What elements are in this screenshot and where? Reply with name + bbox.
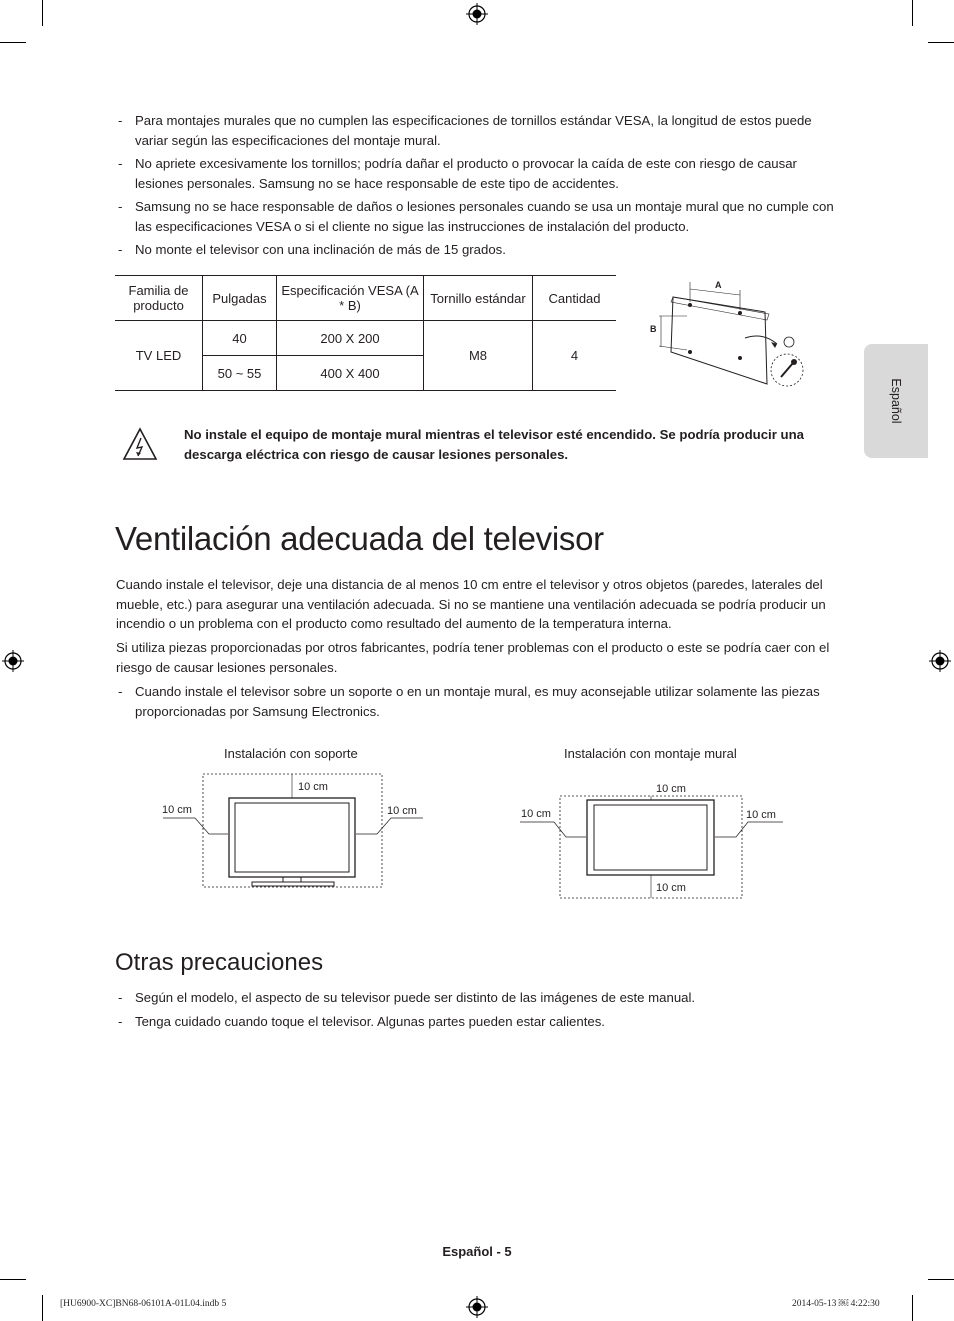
electric-warning-icon: [122, 427, 158, 461]
crop-mark: [912, 1295, 913, 1321]
list-item: - Para montajes murales que no cumplen las especificaciones de tornillos estándar VESA, la longitud de estos puede variar según las especificaciones del montaje mural.: [116, 111, 836, 150]
list-item: - No monte el televisor con una inclinación de más de 15 grados.: [116, 240, 836, 260]
list-item: - Samsung no se hace responsable de daños o lesiones personales cuando se usa un montaje mural que no cumple con las especificaciones VESA o si el cliente no sigue las instrucciones de instalación del producto.: [116, 197, 836, 236]
distance-label: 10 cm: [656, 783, 686, 795]
other-precautions: [116, 988, 836, 1035]
section-title: Otras precauciones: [115, 949, 324, 976]
list-item: - Según el modelo, el aspecto de su televisor puede ser distinto de las imágenes de este manual.: [116, 988, 836, 1008]
crop-mark: [928, 42, 954, 43]
paragraph: Cuando instale el televisor, deje una distancia de al menos 10 cm entre el televisor y otros objetos (paredes, laterales del mueble, etc.) para asegurar una ventilación adecuada. Si no se mantiene una ventilación adecuada se podría producir un incendio o un problema con el producto como resultado del aumento de la temperatura interna.: [116, 577, 826, 631]
crop-mark: [0, 42, 26, 43]
distance-label: 10 cm: [656, 882, 686, 894]
table-cell: 4: [533, 321, 617, 391]
column-header: Cantidad: [533, 276, 617, 321]
crop-mark: [0, 1279, 26, 1280]
table-cell: TV LED: [115, 321, 203, 391]
crop-mark: [928, 1279, 954, 1280]
table-header-row: [115, 276, 616, 321]
list-item: - Cuando instale el televisor sobre un soporte o en un montaje mural, es muy aconsejable utilizar solamente las piezas proporcionadas por Samsung Electronics.: [116, 682, 836, 721]
column-header: Especificación VESA (A * B): [277, 276, 424, 321]
section-title: Ventilación adecuada del televisor: [115, 520, 604, 557]
distance-label: 10 cm: [521, 808, 551, 820]
wall-mount-illustration: [645, 272, 815, 402]
crop-mark: [42, 0, 43, 26]
column-header: Tornillo estándar: [424, 276, 533, 321]
distance-label: 10 cm: [162, 804, 192, 816]
page-number: Español - 5: [442, 1244, 512, 1259]
stand-clearance-diagram: [155, 772, 430, 890]
crop-mark: [42, 1295, 43, 1321]
column-header: Familia de producto: [115, 276, 203, 321]
table-cell: 40: [203, 321, 277, 356]
registration-mark-icon: [466, 3, 488, 25]
registration-mark-icon: [2, 650, 24, 672]
distance-label: 10 cm: [746, 809, 776, 821]
table-cell: 200 X 200: [277, 321, 424, 356]
mounting-notes: [116, 111, 836, 264]
dim-label-b: B: [650, 324, 657, 334]
registration-mark-icon: [466, 1296, 488, 1318]
stand-caption: Instalación con soporte: [224, 746, 358, 761]
warning-text: No instale el equipo de montaje mural mientras el televisor esté encendido. Se podría producir una descarga eléctrica con riesgo de causar lesiones personales.: [184, 427, 804, 462]
dim-label-a: A: [715, 280, 722, 290]
wall-caption: Instalación con montaje mural: [564, 746, 737, 761]
vesa-spec-table: [115, 275, 616, 391]
table-cell: 50 ~ 55: [203, 356, 277, 391]
distance-label: 10 cm: [298, 781, 328, 793]
list-item: - Tenga cuidado cuando toque el televisor. Algunas partes pueden estar calientes.: [116, 1012, 836, 1032]
table-cell: 400 X 400: [277, 356, 424, 391]
print-slug: [HU6900-XC]BN68-06101A-01L04.indb 5: [60, 1299, 227, 1309]
language-tab-label: Español: [889, 378, 903, 424]
registration-mark-icon: [929, 650, 951, 672]
ventilation-notes: [116, 682, 836, 725]
wall-clearance-diagram: [518, 774, 788, 902]
table-cell: M8: [424, 321, 533, 391]
crop-mark: [912, 0, 913, 26]
list-item: - No apriete excesivamente los tornillos; podría dañar el producto o provocar la caída de este con riesgo de causar lesiones personales. Samsung no se hace responsable de este tipo de accidentes.: [116, 154, 836, 193]
print-timestamp: 2014-05-13 ￼ 4:22:30: [792, 1299, 880, 1309]
paragraph: Si utiliza piezas proporcionadas por otros fabricantes, podría tener problemas con el producto o este se podría caer con el riesgo de causar lesiones personales.: [116, 640, 830, 675]
language-tab: [864, 344, 928, 458]
column-header: Pulgadas: [203, 276, 277, 321]
distance-label: 10 cm: [387, 805, 417, 817]
table-row: [115, 321, 616, 356]
